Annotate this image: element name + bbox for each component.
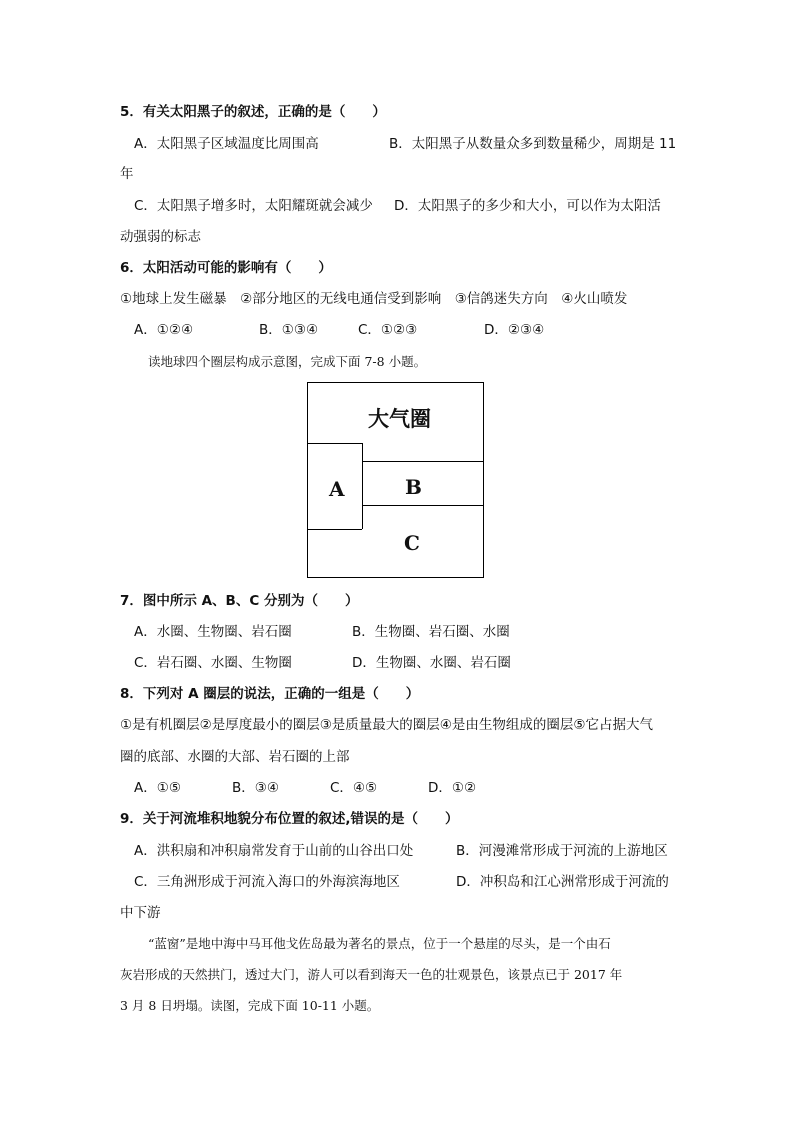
q6-option-a: A．①②④: [134, 322, 194, 338]
q8-items: ①是有机圈层②是厚度最小的圈层③是质量最大的圈层④是由生物组成的圈层⑤它占据大气: [120, 717, 654, 733]
q8-option-d: D．①②: [428, 780, 477, 796]
q8-option-c: C．④⑤: [330, 780, 378, 796]
intro-10-11-line2: 灰岩形成的天然拱门，透过大门，游人可以看到海天一色的壮观景色，该景点已于 2017 年: [120, 967, 623, 982]
intro-10-11-line1: “蓝窗”是地中海中马耳他戈佐岛最为著名的景点，位于一个悬崖的尽头，是一个由石: [148, 936, 611, 951]
q7-option-a: A．水圈、生物圈、岩石圈: [134, 624, 292, 640]
q8-stem: 8．下列对 A 圈层的说法，正确的一组是（ ）: [120, 686, 420, 702]
q9-option-a: A．洪积扇和冲积扇常发育于山前的山谷出口处: [134, 843, 414, 859]
q5-option-b: B．太阳黑子从数量众多到数量稀少，周期是 11: [389, 136, 677, 152]
q7-option-d: D．生物圈、水圈、岩石圈: [352, 655, 511, 671]
q6-option-c: C．①②③: [358, 322, 418, 338]
atmosphere-label: 大气圈: [368, 406, 431, 431]
box-a-right-border: [362, 443, 363, 529]
q8-option-a: A．①⑤: [134, 780, 181, 796]
q5-option-d: D．太阳黑子的多少和大小，可以作为太阳活: [394, 198, 661, 214]
q5-option-b-continued: 年: [120, 166, 134, 182]
box-a-bottom-border: [308, 529, 362, 530]
q7-stem: 7．图中所示 A、B、C 分别为（ ）: [120, 593, 359, 609]
q9-option-d-continued: 中下游: [120, 905, 161, 921]
q5-option-d-continued: 动强弱的标志: [120, 229, 201, 245]
q8-option-b: B．③④: [232, 780, 279, 796]
q6-stem: 6．太阳活动可能的影响有（ ）: [120, 260, 332, 276]
q5-stem: 5．有关太阳黑子的叙述，正确的是（ ）: [120, 104, 386, 120]
sphere-c-label: C: [404, 531, 420, 555]
intro-10-11-line3: 3 月 8 日坍塌。读图，完成下面 10-11 小题。: [120, 998, 380, 1013]
intro-7-8: 读地球四个圈层构成示意图，完成下面 7-8 小题。: [148, 354, 427, 369]
sphere-a-label: A: [329, 477, 345, 501]
band-b-bottom-border: [362, 505, 484, 506]
q9-option-c: C．三角洲形成于河流入海口的外海滨海地区: [134, 874, 400, 890]
q5-option-c: C．太阳黑子增多时，太阳耀斑就会减少: [134, 198, 373, 214]
box-a-top-border: [308, 443, 362, 444]
q7-option-c: C．岩石圈、水圈、生物圈: [134, 655, 292, 671]
earth-spheres-diagram: [307, 382, 484, 578]
sphere-b-label: B: [405, 475, 422, 499]
q6-option-b: B．①③④: [259, 322, 319, 338]
q8-items-continued: 圈的底部、水圈的大部、岩石圈的上部: [120, 749, 350, 765]
q5-option-a: A．太阳黑子区域温度比周围高: [134, 136, 319, 152]
q9-option-b: B．河漫滩常形成于河流的上游地区: [456, 843, 668, 859]
q6-option-d: D．②③④: [484, 322, 545, 338]
q7-option-b: B．生物圈、岩石圈、水圈: [352, 624, 510, 640]
q6-items: ①地球上发生磁暴 ②部分地区的无线电通信受到影响 ③信鸽迷失方向 ④火山喷发: [120, 291, 628, 307]
q9-option-d: D．冲积岛和江心洲常形成于河流的: [456, 874, 669, 890]
band-b-top-border: [362, 461, 484, 462]
q9-stem: 9．关于河流堆积地貌分布位置的叙述,错误的是（ ）: [120, 811, 459, 827]
